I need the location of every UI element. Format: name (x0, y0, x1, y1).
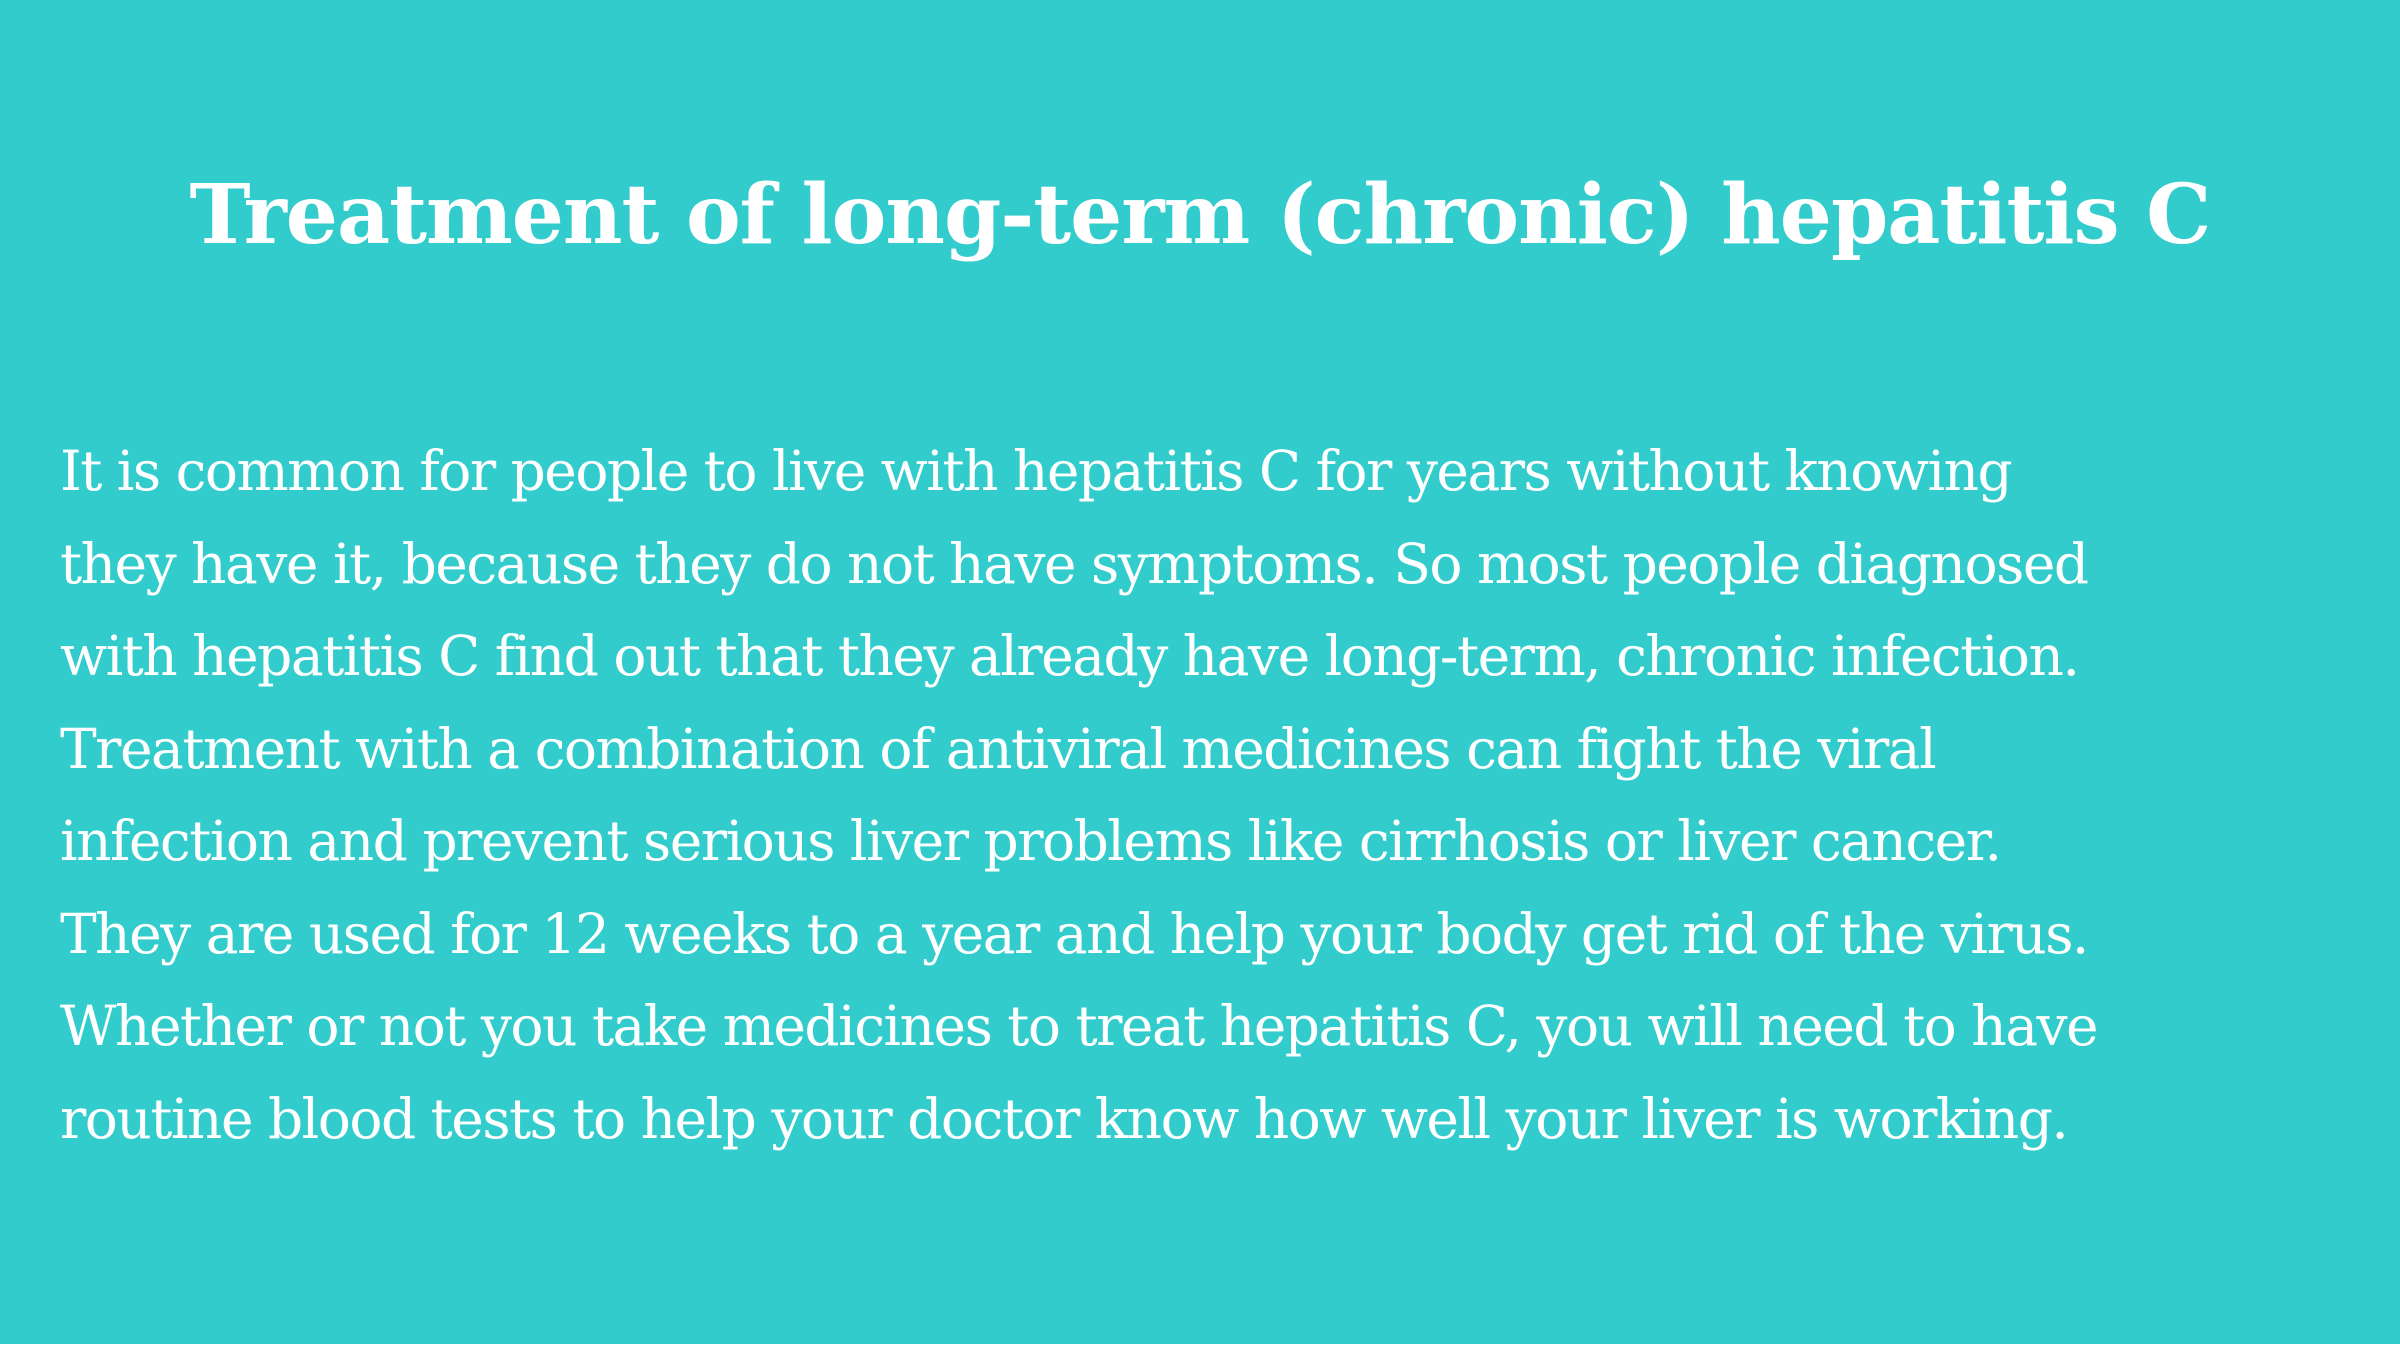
body-line: they have it, because they do not have symptoms. So most people diagnosed (60, 531, 2088, 596)
body-line: routine blood tests to help your doctor know how well your liver is working. (60, 1086, 2068, 1151)
slide-body (60, 425, 2360, 1165)
body-line: with hepatitis C find out that they already have long-term, chronic infection. (60, 624, 2079, 688)
body-line: It is common for people to live with hepatitis C for years without knowing (60, 439, 2012, 503)
body-line: Treatment with a combination of antiviral medicines can fight the viral (60, 716, 1936, 781)
body-line: infection and prevent serious liver problems like cirrhosis or liver cancer. (60, 809, 2001, 873)
slide-title: Treatment of long-term (chronic) hepatitis C (189, 167, 2211, 263)
body-line: Whether or not you take medicines to treat hepatitis C, you will need to have (60, 994, 2098, 1058)
body-line: They are used for 12 weeks to a year and help your body get rid of the virus. (60, 901, 2088, 966)
